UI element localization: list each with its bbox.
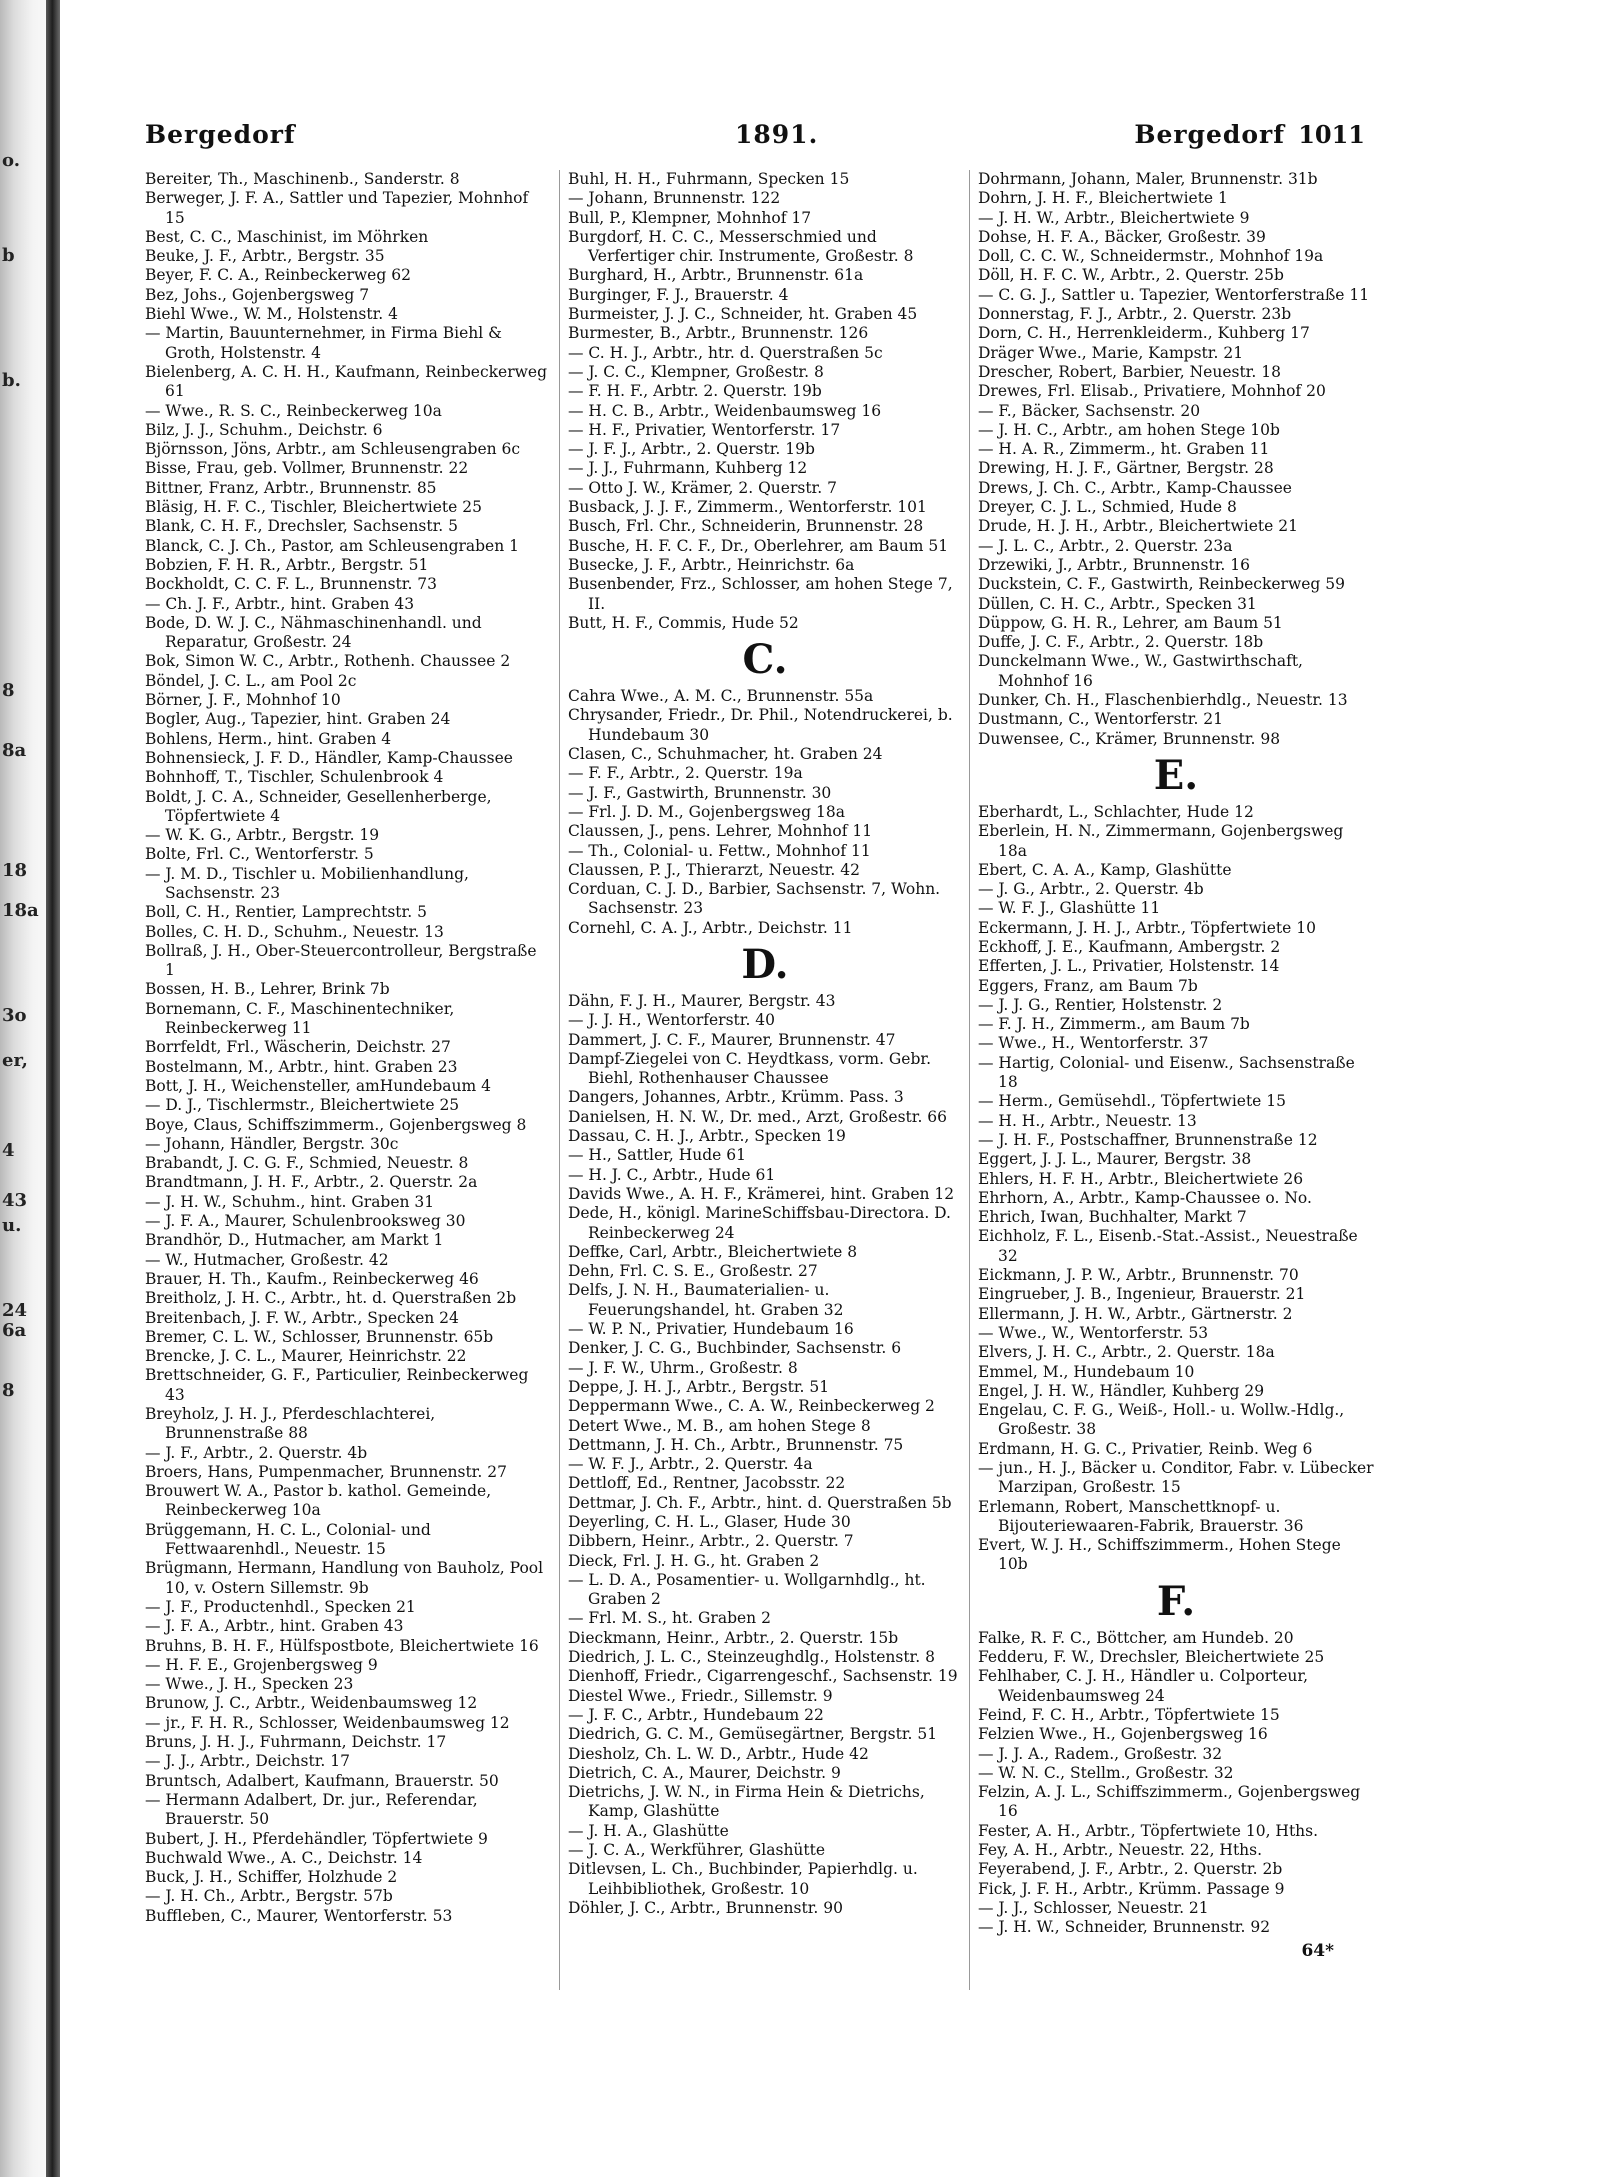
directory-entry: — H. F. E., Grojenbergsweg 9 xyxy=(145,1655,378,1674)
directory-entry: — W. P. N., Privatier, Hundebaum 16 xyxy=(568,1320,854,1339)
directory-entry: Bisse, Frau, geb. Vollmer, Brunnenstr. 22 xyxy=(145,459,469,478)
directory-entry: — Th., Colonial- u. Fettw., Mohnhof 11 xyxy=(568,841,871,860)
directory-entry: Burginger, F. J., Brauerstr. 4 xyxy=(568,285,789,304)
facing-page-fragment: 4 xyxy=(2,1140,15,1161)
directory-entry: Claussen, J., pens. Lehrer, Mohnhof 11 xyxy=(568,822,873,841)
column-2 xyxy=(559,170,962,1990)
directory-entry: Dettmar, J. Ch. F., Arbtr., hint. d. Querstraßen 5b xyxy=(568,1493,952,1512)
directory-entry: Dettmann, J. H. Ch., Arbtr., Brunnenstr. 75 xyxy=(568,1435,904,1454)
directory-entry: Dassau, C. H. J., Arbtr., Specken 19 xyxy=(568,1127,846,1146)
facing-page-fragment: b xyxy=(2,245,15,266)
directory-entry: Breitholz, J. H. C., Arbtr., ht. d. Querstraßen 2b xyxy=(145,1289,517,1308)
directory-entry: Doll, C. C. W., Schneidermstr., Mohnhof 19a xyxy=(978,247,1324,266)
directory-entry: — W. F. J., Arbtr., 2. Querstr. 4a xyxy=(568,1455,813,1474)
directory-entry: — J. M. D., Tischler u. Mobilienhandlung, Sachsenstr. 23 xyxy=(145,864,469,902)
directory-entry: Bremer, C. L. W., Schlosser, Brunnenstr. 65b xyxy=(145,1327,494,1346)
directory-entry: Bossen, H. B., Lehrer, Brink 7b xyxy=(145,980,390,999)
directory-entry: Dangers, Johannes, Arbtr., Krümm. Pass. 3 xyxy=(568,1088,904,1107)
directory-entry: Deffke, Carl, Arbtr., Bleichertwiete 8 xyxy=(568,1242,858,1261)
directory-entry: Dunker, Ch. H., Flaschenbierhdlg., Neuestr. 13 xyxy=(978,691,1348,710)
directory-entry: — W. K. G., Arbtr., Bergstr. 19 xyxy=(145,826,380,845)
directory-entry: — jun., H. J., Bäcker u. Conditor, Fabr. v. Lübecker Marzipan, Großestr. 15 xyxy=(978,1459,1374,1497)
directory-entry: Bläsig, H. F. C., Tischler, Bleichertwiete 25 xyxy=(145,498,482,517)
directory-entry: Eingrueber, J. B., Ingenieur, Brauerstr. 21 xyxy=(978,1285,1306,1304)
directory-entry: Bohlens, Herm., hint. Graben 4 xyxy=(145,729,392,748)
directory-entry: Bollraß, J. H., Ober-Steuercontrolleur, Bergstraße 1 xyxy=(145,941,537,980)
directory-entry: Busecke, J. F., Arbtr., Heinrichstr. 6a xyxy=(568,555,855,574)
directory-entry: Feind, F. C. H., Arbtr., Töpfertwiete 15 xyxy=(978,1705,1280,1724)
facing-page-fragment: er, xyxy=(2,1050,28,1071)
directory-entry: Ellermann, J. H. W., Arbtr., Gärtnerstr. 2 xyxy=(978,1304,1293,1323)
facing-page-fragment: 3o xyxy=(2,1005,27,1026)
directory-entry: Broers, Hans, Pumpenmacher, Brunnenstr. 27 xyxy=(145,1462,507,1481)
directory-entry: Dreyer, C. J. L., Schmied, Hude 8 xyxy=(978,498,1237,517)
directory-entry: — W., Hutmacher, Großestr. 42 xyxy=(145,1250,389,1269)
column-3-e-entries xyxy=(978,803,1374,1575)
directory-entry: Düppow, G. H. R., Lehrer, am Baum 51 xyxy=(978,613,1283,632)
directory-entry: Eckhoff, J. E., Kaufmann, Ambergstr. 2 xyxy=(978,937,1281,956)
directory-entry: — J. H. W., Arbtr., Bleichertwiete 9 xyxy=(978,208,1250,227)
directory-entry: Eickmann, J. P. W., Arbtr., Brunnenstr. 70 xyxy=(978,1266,1299,1285)
directory-entry: Diedrich, J. L. C., Steinzeughdlg., Holstenstr. 8 xyxy=(568,1648,935,1667)
directory-entry: Burghard, H., Arbtr., Brunnenstr. 61a xyxy=(568,266,864,285)
directory-entry: Ehlers, H. F. H., Arbtr., Bleichertwiete 26 xyxy=(978,1169,1304,1188)
directory-entry: — J. H. A., Glashütte xyxy=(568,1821,729,1840)
directory-entry: Blank, C. H. F., Drechsler, Sachsenstr. 5 xyxy=(145,517,459,536)
directory-entry: — H. H., Arbtr., Neuestr. 13 xyxy=(978,1111,1197,1130)
directory-entry: Börner, J. F., Mohnhof 10 xyxy=(145,691,341,710)
directory-entry: Burmester, B., Arbtr., Brunnenstr. 126 xyxy=(568,324,869,343)
directory-entry: — Wwe., R. S. C., Reinbeckerweg 10a xyxy=(145,401,442,420)
directory-entry: Erdmann, H. G. C., Privatier, Reinb. Weg 6 xyxy=(978,1439,1313,1458)
directory-entry: — Wwe., J. H., Specken 23 xyxy=(145,1675,354,1694)
directory-entry: — C. G. J., Sattler u. Tapezier, Wentorferstraße 11 xyxy=(978,285,1370,304)
directory-entry: — J. J., Arbtr., Deichstr. 17 xyxy=(145,1752,351,1771)
directory-entry: Eckermann, J. H. J., Arbtr., Töpfertwiete 10 xyxy=(978,918,1316,937)
directory-entry: Bubert, J. H., Pferdehändler, Töpfertwiete 9 xyxy=(145,1829,488,1848)
directory-entry: Duckstein, C. F., Gastwirth, Reinbeckerweg 59 xyxy=(978,575,1345,594)
directory-entry: Cahra Wwe., A. M. C., Brunnenstr. 55a xyxy=(568,687,874,706)
directory-entry: Bohnhoff, T., Tischler, Schulenbrook 4 xyxy=(145,768,444,787)
directory-entry: Böndel, J. C. L., am Pool 2c xyxy=(145,671,357,690)
directory-entry: — J. J. H., Wentorferstr. 40 xyxy=(568,1011,776,1030)
directory-entry: — J. H. F., Postschaffner, Brunnenstraße 12 xyxy=(978,1130,1318,1149)
directory-entry: Fey, A. H., Arbtr., Neuestr. 22, Hths. xyxy=(978,1841,1263,1860)
directory-entry: — Wwe., W., Wentorferstr. 53 xyxy=(978,1323,1209,1342)
directory-entry: Deppe, J. H. J., Arbtr., Bergstr. 51 xyxy=(568,1377,830,1396)
directory-entry: Burmeister, J. J. C., Schneider, ht. Graben 45 xyxy=(568,305,918,324)
directory-entry: Bez, Johs., Gojenbergsweg 7 xyxy=(145,285,370,304)
facing-page-fragment: u. xyxy=(2,1215,22,1236)
directory-entry: Drews, J. Ch. C., Arbtr., Kamp-Chaussee xyxy=(978,478,1292,497)
directory-entry: Bobzien, F. H. R., Arbtr., Bergstr. 51 xyxy=(145,555,429,574)
directory-entry: — F. H. F., Arbtr. 2. Querstr. 19b xyxy=(568,382,822,401)
directory-entry: — Johann, Händler, Bergstr. 30c xyxy=(145,1134,399,1153)
directory-entry: Deppermann Wwe., C. A. W., Reinbeckerweg 2 xyxy=(568,1397,935,1416)
directory-entry: Drewing, H. J. F., Gärtner, Bergstr. 28 xyxy=(978,459,1274,478)
directory-entry: Boye, Claus, Schiffszimmerm., Gojenbergsweg 8 xyxy=(145,1115,527,1134)
section-letter-e: E. xyxy=(1153,751,1199,799)
directory-entry: Bolles, C. H. D., Schuhm., Neuestr. 13 xyxy=(145,922,444,941)
directory-entry: — Hermann Adalbert, Dr. jur., Referendar, Brauerstr. 50 xyxy=(145,1790,478,1829)
directory-entry: Feyerabend, J. F., Arbtr., 2. Querstr. 2b xyxy=(978,1860,1283,1879)
directory-entry: Busback, J. J. F., Zimmerm., Wentorferstr. 101 xyxy=(568,498,927,517)
directory-entry: Danielsen, H. N. W., Dr. med., Arzt, Großestr. 66 xyxy=(568,1107,948,1126)
directory-entry: — Martin, Bauunternehmer, in Firma Biehl & Groth, Holstenstr. 4 xyxy=(145,324,502,362)
directory-entry: — H., Sattler, Hude 61 xyxy=(568,1146,746,1165)
directory-entry: Döll, H. F. C. W., Arbtr., 2. Querstr. 25b xyxy=(978,266,1284,285)
directory-entry: Bornemann, C. F., Maschinentechniker, Reinbeckerweg 11 xyxy=(145,999,455,1038)
directory-entry: — J. J. A., Radem., Großestr. 32 xyxy=(978,1744,1223,1763)
directory-entry: — D. J., Tischlermstr., Bleichertwiete 25 xyxy=(145,1096,460,1115)
directory-entry: Denker, J. C. G., Buchbinder, Sachsenstr. 6 xyxy=(568,1339,902,1358)
directory-entry: — H. J. C., Arbtr., Hude 61 xyxy=(568,1165,776,1184)
directory-entry: Fedderu, F. W., Drechsler, Bleichertwiete 25 xyxy=(978,1648,1325,1667)
directory-entry: Felzin, A. J. L., Schiffszimmerm., Gojenbergsweg 16 xyxy=(978,1783,1361,1821)
directory-entry: Buhl, H. H., Fuhrmann, Specken 15 xyxy=(568,170,850,188)
directory-entry: — J. H. W., Schuhm., hint. Graben 31 xyxy=(145,1192,435,1211)
directory-entry: Bockholdt, C. C. F. L., Brunnenstr. 73 xyxy=(145,575,438,594)
directory-entry: Breyholz, J. H. J., Pferdeschlachterei, Brunnenstraße 88 xyxy=(145,1405,436,1443)
facing-page-fragment: 8 xyxy=(2,1380,15,1401)
directory-entry: Dohse, H. F. A., Bäcker, Großestr. 39 xyxy=(978,227,1266,246)
directory-entry: Diestel Wwe., Friedr., Sillemstr. 9 xyxy=(568,1686,833,1705)
directory-entry: Evert, W. J. H., Schiffszimmerm., Hohen Stege 10b xyxy=(978,1536,1341,1574)
directory-entry: Brüggemann, H. C. L., Colonial- und Fettwaarenhdl., Neuestr. 15 xyxy=(145,1520,431,1559)
directory-entry: Falke, R. F. C., Böttcher, am Hundeb. 20 xyxy=(978,1628,1294,1647)
directory-entry: Bok, Simon W. C., Arbtr., Rothenh. Chaussee 2 xyxy=(145,652,511,671)
directory-entry: Eberhardt, L., Schlachter, Hude 12 xyxy=(978,802,1254,821)
directory-entry: — J. C. A., Werkführer, Glashütte xyxy=(568,1841,826,1860)
directory-entry: Dietrichs, J. W. N., in Firma Hein & Dietrichs, Kamp, Glashütte xyxy=(568,1783,925,1821)
signature-mark: 64* xyxy=(1301,1940,1334,1961)
directory-entry: — Frl. J. D. M., Gojenbergsweg 18a xyxy=(568,802,845,821)
directory-entry: — Herm., Gemüsehdl., Töpfertwiete 15 xyxy=(978,1092,1287,1111)
directory-entry: Buffleben, C., Maurer, Wentorferstr. 53 xyxy=(145,1906,453,1925)
directory-entry: Brencke, J. C. L., Maurer, Heinrichstr. 22 xyxy=(145,1347,467,1366)
directory-entry: Fehlhaber, C. J. H., Händler u. Colporteur, Weidenbaumsweg 24 xyxy=(978,1667,1309,1705)
directory-entry: Fester, A. H., Arbtr., Töpfertwiete 10, Hths. xyxy=(978,1821,1319,1840)
directory-entry: Eberlein, H. N., Zimmermann, Gojenbergsweg 18a xyxy=(978,822,1344,860)
directory-entry: Dettloff, Ed., Rentner, Jacobsstr. 22 xyxy=(568,1474,846,1493)
directory-entry: — W. F. J., Glashütte 11 xyxy=(978,899,1161,918)
directory-entry: Döhler, J. C., Arbtr., Brunnenstr. 90 xyxy=(568,1898,843,1917)
facing-page-fragment: b. xyxy=(2,370,21,391)
directory-entry: Busch, Frl. Chr., Schneiderin, Brunnenstr. 28 xyxy=(568,517,924,536)
directory-entry: — C. H. J., Arbtr., htr. d. Querstraßen 5c xyxy=(568,343,883,362)
directory-entry: — H. A. R., Zimmerm., ht. Graben 11 xyxy=(978,440,1270,459)
facing-page-fragment: 8 xyxy=(2,680,15,701)
section-letter-f: F. xyxy=(1156,1577,1196,1625)
directory-entry: Brandtmann, J. H. F., Arbtr., 2. Querstr. 2a xyxy=(145,1173,478,1192)
header-left-title: Bergedorf xyxy=(145,120,296,149)
directory-entry: Duffe, J. C. F., Arbtr., 2. Querstr. 18b xyxy=(978,633,1264,652)
directory-entry: — H. C. B., Arbtr., Weidenbaumsweg 16 xyxy=(568,401,882,420)
directory-entry: Bogler, Aug., Tapezier, hint. Graben 24 xyxy=(145,710,451,729)
directory-entry: Duwensee, C., Krämer, Brunnenstr. 98 xyxy=(978,729,1281,748)
column-2-c-entries xyxy=(568,687,962,938)
directory-entry: Ditlevsen, L. Ch., Buchbinder, Papierhdlg. u. Leihbibliothek, Großestr. 10 xyxy=(568,1860,918,1898)
directory-entry: Berweger, J. F. A., Sattler und Tapezier, Mohnhof 15 xyxy=(145,189,529,227)
directory-entry: Chrysander, Friedr., Dr. Phil., Notendruckerei, b. Hundebaum 30 xyxy=(568,706,953,744)
directory-entry: Düllen, C. H. C., Arbtr., Specken 31 xyxy=(978,594,1257,613)
directory-entry: Erlemann, Robert, Manschettknopf- u. Bijouteriewaaren-Fabrik, Brauerstr. 36 xyxy=(978,1497,1304,1535)
directory-entry: Deyerling, C. H. L., Glaser, Hude 30 xyxy=(568,1513,851,1531)
header-year: 1891. xyxy=(735,120,819,149)
directory-entry: Dede, H., königl. MarineSchiffsbau-Directora. D. Reinbeckerweg 24 xyxy=(568,1204,951,1242)
directory-entry: — Ch. J. F., Arbtr., hint. Graben 43 xyxy=(145,594,415,613)
directory-entry: Bielenberg, A. C. H. H., Kaufmann, Reinbeckerweg 61 xyxy=(145,362,547,401)
running-header xyxy=(145,120,1365,164)
directory-entry: Buck, J. H., Schiffer, Holzhude 2 xyxy=(145,1868,398,1887)
directory-entry: Brettschneider, G. F., Particulier, Reinbeckerweg 43 xyxy=(145,1366,529,1404)
header-right-title: Bergedorf xyxy=(1134,120,1285,149)
directory-entry: — H. F., Privatier, Wentorferstr. 17 xyxy=(568,420,841,439)
directory-entry: Efferten, J. L., Privatier, Holstenstr. 14 xyxy=(978,957,1280,976)
directory-entry: Bilz, J. J., Schuhm., Deichstr. 6 xyxy=(145,420,383,439)
directory-entry: Felzien Wwe., H., Gojenbergsweg 16 xyxy=(978,1725,1268,1744)
directory-entry: — Wwe., H., Wentorferstr. 37 xyxy=(978,1034,1209,1053)
directory-entry: Boll, C. H., Rentier, Lamprechtstr. 5 xyxy=(145,903,427,922)
directory-entry: Drescher, Robert, Barbier, Neuestr. 18 xyxy=(978,362,1281,381)
directory-entry: Eichholz, F. L., Eisenb.-Stat.-Assist., Neuestraße 32 xyxy=(978,1227,1358,1265)
directory-entry: Clasen, C., Schuhmacher, ht. Graben 24 xyxy=(568,745,883,764)
directory-entry: Eggert, J. J. L., Maurer, Bergstr. 38 xyxy=(978,1150,1252,1169)
directory-entry: Beyer, F. C. A., Reinbeckerweg 62 xyxy=(145,266,411,285)
page-number: 1011 xyxy=(1298,120,1365,149)
directory-entry: Bittner, Franz, Arbtr., Brunnenstr. 85 xyxy=(145,478,437,497)
column-3-d-entries xyxy=(978,170,1374,749)
directory-entry: — J. J., Schlosser, Neuestr. 21 xyxy=(978,1898,1209,1917)
directory-entry: — F. J. H., Zimmerm., am Baum 7b xyxy=(978,1015,1250,1034)
directory-entry: Dorn, C. H., Herrenkleiderm., Kuhberg 17 xyxy=(978,324,1310,343)
facing-page-fragment: 6a xyxy=(2,1320,27,1341)
directory-entry: Dohrn, J. H. F., Bleichertwiete 1 xyxy=(978,189,1228,208)
directory-entry: Engel, J. H. W., Händler, Kuhberg 29 xyxy=(978,1381,1265,1400)
directory-entry: — J. F., Arbtr., 2. Querstr. 4b xyxy=(145,1443,368,1462)
directory-entry: — J. F., Gastwirth, Brunnenstr. 30 xyxy=(568,783,832,802)
directory-entry: — J. F. W., Uhrm., Großestr. 8 xyxy=(568,1358,798,1377)
directory-entry: — J. F. C., Arbtr., Hundebaum 22 xyxy=(568,1705,824,1724)
directory-entry: Claussen, P. J., Thierarzt, Neuestr. 42 xyxy=(568,860,861,879)
directory-entry: — J. J., Fuhrmann, Kuhberg 12 xyxy=(568,459,808,478)
directory-entry: — J. F. A., Maurer, Schulenbrooksweg 30 xyxy=(145,1212,466,1231)
directory-entry: Breitenbach, J. F. W., Arbtr., Specken 24 xyxy=(145,1308,459,1327)
directory-entry: Dieck, Frl. J. H. G., ht. Graben 2 xyxy=(568,1551,820,1570)
directory-entry: Eggers, Franz, am Baum 7b xyxy=(978,976,1198,995)
directory-entry: Dieckmann, Heinr., Arbtr., 2. Querstr. 15b xyxy=(568,1628,899,1647)
directory-entry: Brabandt, J. C. G. F., Schmied, Neuestr. 8 xyxy=(145,1154,469,1173)
directory-entry: Bott, J. H., Weichensteller, amHundebaum 4 xyxy=(145,1076,491,1095)
directory-entry: Butt, H. F., Commis, Hude 52 xyxy=(568,613,799,632)
directory-entry: — Johann, Brunnenstr. 122 xyxy=(568,189,781,208)
directory-entry: Davids Wwe., A. H. F., Krämerei, hint. Graben 12 xyxy=(568,1184,955,1203)
directory-entry: Borrfeldt, Frl., Wäscherin, Deichstr. 27 xyxy=(145,1038,451,1057)
directory-entry: Emmel, M., Hundebaum 10 xyxy=(978,1362,1195,1381)
directory-entry: — Frl. M. S., ht. Graben 2 xyxy=(568,1609,771,1628)
directory-entry: Ehrhorn, A., Arbtr., Kamp-Chaussee o. No. xyxy=(978,1188,1312,1207)
directory-entry: Detert Wwe., M. B., am hohen Stege 8 xyxy=(568,1416,871,1435)
facing-page-margin xyxy=(0,0,44,2177)
directory-entry: Delfs, J. N. H., Baumaterialien- u. Feuerungshandel, ht. Graben 32 xyxy=(568,1281,844,1319)
directory-entry: Björnsson, Jöns, Arbtr., am Schleusengraben 6c xyxy=(145,440,521,459)
directory-entry: Elvers, J. H. C., Arbtr., 2. Querstr. 18a xyxy=(978,1343,1275,1362)
facing-page-fragment: o. xyxy=(2,150,20,171)
directory-entry: — J. F. J., Arbtr., 2. Querstr. 19b xyxy=(568,440,815,459)
directory-entry: Bruntsch, Adalbert, Kaufmann, Brauerstr. 50 xyxy=(145,1771,499,1790)
directory-entry: — J. J. G., Rentier, Holstenstr. 2 xyxy=(978,995,1223,1014)
directory-entry: — F., Bäcker, Sachsenstr. 20 xyxy=(978,401,1201,420)
directory-entry: Dienhoff, Friedr., Cigarrengeschf., Sachsenstr. 19 xyxy=(568,1667,958,1686)
directory-entry: — J. G., Arbtr., 2. Querstr. 4b xyxy=(978,880,1204,899)
directory-entry: — J. H. Ch., Arbtr., Bergstr. 57b xyxy=(145,1887,393,1906)
directory-entry: — Otto J. W., Krämer, 2. Querstr. 7 xyxy=(568,478,837,497)
directory-entry: — F. F., Arbtr., 2. Querstr. 19a xyxy=(568,764,803,783)
column-2-b-entries xyxy=(568,170,962,633)
directory-page xyxy=(135,110,1375,2010)
directory-entry: Brunow, J. C., Arbtr., Weidenbaumsweg 12 xyxy=(145,1694,478,1713)
facing-page-fragment: 18a xyxy=(2,900,39,921)
directory-entry: Blanck, C. J. Ch., Pastor, am Schleusengraben 1 xyxy=(145,536,520,555)
directory-entry: Diedrich, G. C. M., Gemüsegärtner, Bergstr. 51 xyxy=(568,1725,938,1744)
directory-entry: Biehl Wwe., W. M., Holstenstr. 4 xyxy=(145,305,399,324)
directory-entry: Best, C. C., Maschinist, im Möhrken xyxy=(145,227,429,246)
directory-entry: Dietrich, C. A., Maurer, Deichstr. 9 xyxy=(568,1763,841,1782)
directory-entry: — W. N. C., Stellm., Großestr. 32 xyxy=(978,1763,1234,1782)
directory-entry: Brauer, H. Th., Kaufm., Reinbeckerweg 46 xyxy=(145,1269,479,1288)
directory-entry: Drewes, Frl. Elisab., Privatiere, Mohnhof 20 xyxy=(978,382,1326,401)
directory-entry: Dohrmann, Johann, Maler, Brunnenstr. 31b xyxy=(978,170,1318,188)
directory-entry: Burgdorf, H. C. C., Messerschmied und Verfertiger chir. Instrumente, Großestr. 8 xyxy=(568,227,914,266)
directory-entry: Cornehl, C. A. J., Arbtr., Deichstr. 11 xyxy=(568,918,853,937)
directory-entry: — J. C. C., Klempner, Großestr. 8 xyxy=(568,362,824,381)
directory-entry: Brouwert W. A., Pastor b. kathol. Gemeinde, Reinbeckerweg 10a xyxy=(145,1482,492,1520)
directory-entry: Busche, H. F. C. F., Dr., Oberlehrer, am Baum 51 xyxy=(568,536,949,555)
directory-entry: — J. F. A., Arbtr., hint. Graben 43 xyxy=(145,1617,404,1636)
directory-entry: Busenbender, Frz., Schlosser, am hohen Stege 7, II. xyxy=(568,575,953,613)
directory-entry: Dustmann, C., Wentorferstr. 21 xyxy=(978,710,1224,729)
directory-entry: Fick, J. F. H., Arbtr., Krümm. Passage 9 xyxy=(978,1879,1285,1898)
directory-entry: Beuke, J. F., Arbtr., Bergstr. 35 xyxy=(145,247,385,266)
directory-entry: Bode, D. W. J. C., Nähmaschinenhandl. und Reparatur, Großestr. 24 xyxy=(145,613,482,652)
column-3 xyxy=(969,170,1374,1990)
column-1 xyxy=(145,170,547,1990)
directory-entry: Dibbern, Heinr., Arbtr., 2. Querstr. 7 xyxy=(568,1532,854,1551)
directory-entry: — J. H. C., Arbtr., am hohen Stege 10b xyxy=(978,420,1280,439)
directory-entry: Ehrich, Iwan, Buchhalter, Markt 7 xyxy=(978,1208,1247,1227)
directory-entry: Dunckelmann Wwe., W., Gastwirthschaft, Mohnhof 16 xyxy=(978,652,1303,690)
directory-entry: Ebert, C. A. A., Kamp, Glashütte xyxy=(978,860,1232,879)
binding-edge xyxy=(46,0,60,2177)
directory-entry: Dampf-Ziegelei von C. Heydtkass, vorm. Gebr. Biehl, Rothenhauser Chaussee xyxy=(568,1049,932,1088)
directory-entry: Dähn, F. J. H., Maurer, Bergstr. 43 xyxy=(568,991,836,1010)
section-letter-c: C. xyxy=(742,636,788,684)
directory-entry: Bruhns, B. H. F., Hülfspostbote, Bleichertwiete 16 xyxy=(145,1636,539,1655)
directory-entry: Boldt, J. C. A., Schneider, Gesellenherberge, Töpfertwiete 4 xyxy=(145,787,492,825)
directory-entry: Engelau, C. F. G., Weiß-, Holl.- u. Wollw.-Hdlg., Großestr. 38 xyxy=(978,1401,1345,1439)
directory-entry: Drude, H. J. H., Arbtr., Bleichertwiete 21 xyxy=(978,517,1298,536)
facing-page-fragment: 43 xyxy=(2,1190,28,1211)
directory-entry: Donnerstag, F. J., Arbtr., 2. Querstr. 23b xyxy=(978,305,1292,324)
directory-entry: Dammert, J. C. F., Maurer, Brunnenstr. 47 xyxy=(568,1030,896,1049)
directory-entry: Corduan, C. J. D., Barbier, Sachsenstr. 7, Wohn. Sachsenstr. 23 xyxy=(568,880,941,918)
directory-entry: — J. H. W., Schneider, Brunnenstr. 92 xyxy=(978,1918,1271,1937)
section-letter-d: D. xyxy=(741,940,789,988)
directory-entry: Diesholz, Ch. L. W. D., Arbtr., Hude 42 xyxy=(568,1744,869,1763)
directory-entry: Bohnensieck, J. F. D., Händler, Kamp-Chaussee xyxy=(145,748,513,767)
facing-page-fragment: 18 xyxy=(2,860,28,881)
directory-entry: Brügmann, Hermann, Handlung von Bauholz, Pool 10, v. Ostern Sillemstr. 9b xyxy=(145,1559,544,1597)
directory-entry: Brandhör, D., Hutmacher, am Markt 1 xyxy=(145,1231,444,1250)
column-2-d-entries xyxy=(568,992,962,1918)
directory-entry: — J. F., Productenhdl., Specken 21 xyxy=(145,1597,416,1616)
directory-entry: Bull, P., Klempner, Mohnhof 17 xyxy=(568,208,812,227)
directory-entry: — jr., F. H. R., Schlosser, Weidenbaumsweg 12 xyxy=(145,1713,510,1732)
facing-page-fragment: 24 xyxy=(2,1300,28,1321)
directory-entry: Bostelmann, M., Arbtr., hint. Graben 23 xyxy=(145,1057,458,1076)
directory-entry: Buchwald Wwe., A. C., Deichstr. 14 xyxy=(145,1848,423,1867)
facing-page-fragment: 8a xyxy=(2,740,27,761)
directory-entry: Bereiter, Th., Maschinenb., Sanderstr. 8 xyxy=(145,170,460,188)
directory-entry: — L. D. A., Posamentier- u. Wollgarnhdlg., ht. Graben 2 xyxy=(568,1570,926,1609)
directory-entry: Dehn, Frl. C. S. E., Großestr. 27 xyxy=(568,1262,818,1281)
directory-entry: Dräger Wwe., Marie, Kampstr. 21 xyxy=(978,343,1244,362)
directory-entry: Bruns, J. H. J., Fuhrmann, Deichstr. 17 xyxy=(145,1733,447,1752)
directory-entry: Drzewiki, J., Arbtr., Brunnenstr. 16 xyxy=(978,555,1251,574)
column-3-f-entries xyxy=(978,1629,1374,1938)
directory-entry: Bolte, Frl. C., Wentorferstr. 5 xyxy=(145,845,374,864)
directory-entry: — J. L. C., Arbtr., 2. Querstr. 23a xyxy=(978,536,1233,555)
directory-entry: — Hartig, Colonial- und Eisenw., Sachsenstraße 18 xyxy=(978,1053,1355,1092)
